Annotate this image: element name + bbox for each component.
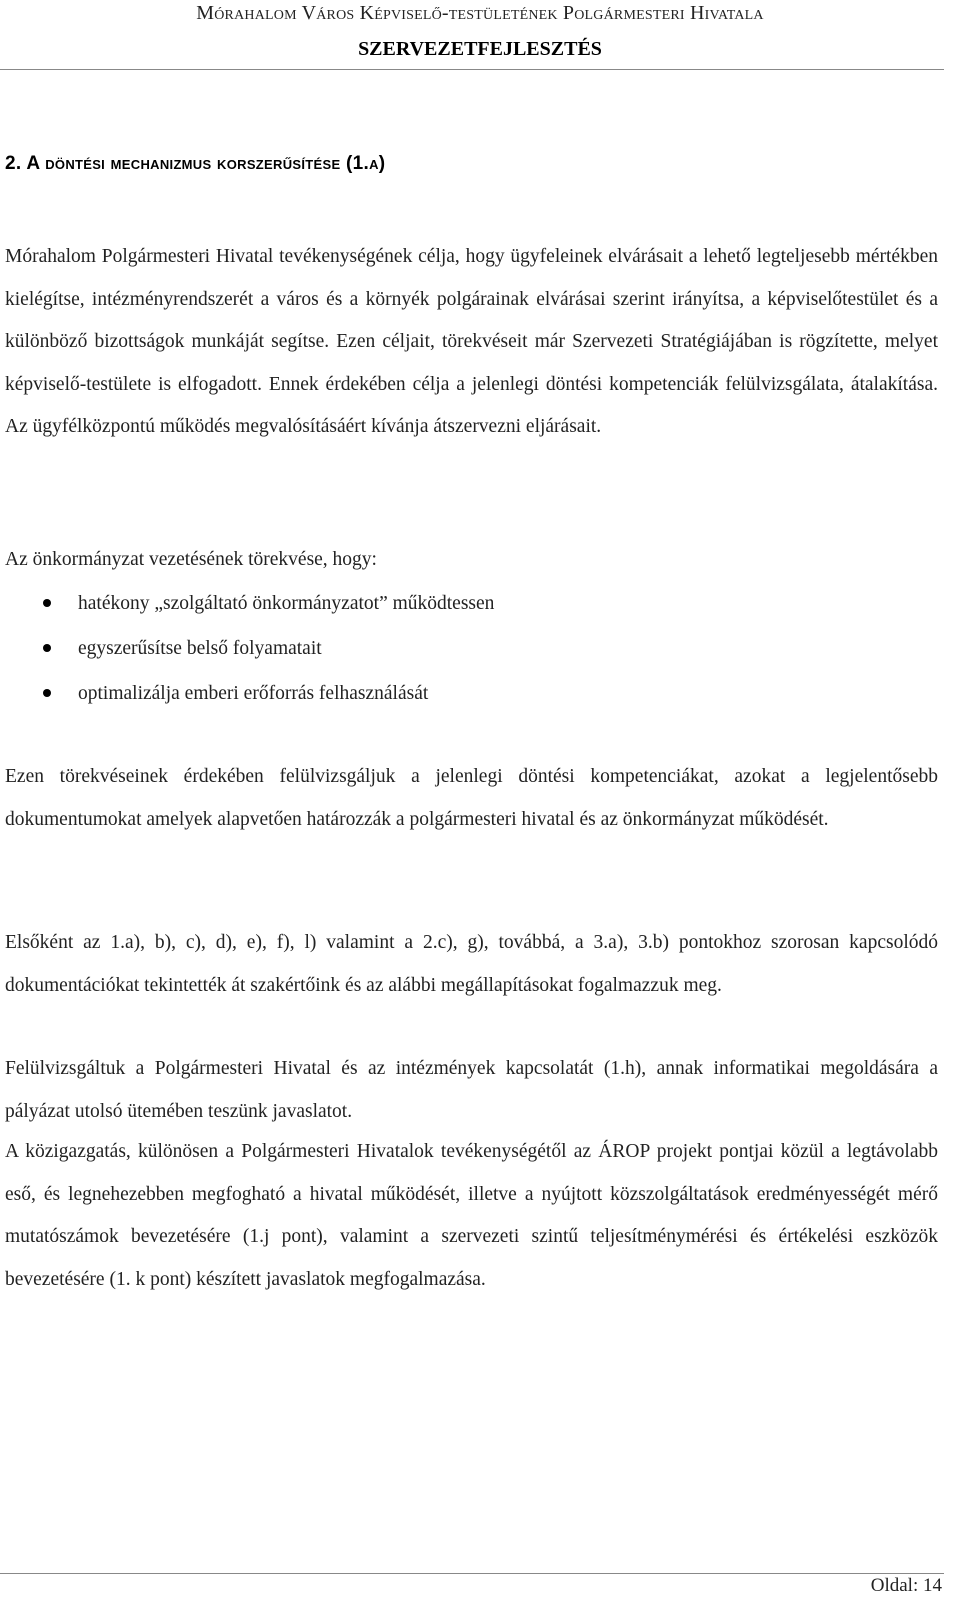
section-heading: 2. A döntési mechanizmus korszerűsítése (1.a) <box>5 153 386 174</box>
paragraph-intro: Mórahalom Polgármesteri Hivatal tevékenységének célja, hogy ügyfeleinek elvárásait a lehető legteljesebb mértékben kielégítse, intézményrendszerét a város és a környék polgárainak elvárásai szerint irányítsa, a képviselőtestület és a különböző bizottságok munkáját segítse. Ezen céljait, törekvéseit már Szervezeti Stratégiájában is rögzítette, melyet képviselő-testülete is elfogadott. Ennek érdekében célja a jelenlegi döntési kompetenciák felülvizsgálata, átalakítása. Az ügyfélközpontú működés megvalósításáért kívánja átszervezni eljárásait. <box>5 246 938 437</box>
list-item <box>5 581 494 626</box>
paragraph-indicators: A közigazgatás, különösen a Polgármesteri Hivatalok tevékenységétől az ÁROP projekt pontjai közül a legtávolabb eső, és legnehezebben megfogható a hivatal működését, illetve a nyújtott közszolgáltatások eredményességét mérő mutatószámok bevezetésére (1.j pont), valamint a szervezeti szintű teljesítménymérési és értékelési eszközök bevezetésére (1. k pont) készített javaslatok megfogalmazása. <box>5 1141 938 1290</box>
header-organization: Mórahalom Város Képviselő-testületének Polgármesteri Hivatala <box>196 2 764 24</box>
header-divider <box>0 69 944 70</box>
list-item-text: optimalizálja emberi erőforrás felhasználását <box>78 683 429 704</box>
page-number: Oldal: 14 <box>870 1575 942 1596</box>
bullet-icon <box>43 599 51 607</box>
paragraph-review: Ezen törekvéseinek érdekében felülvizsgáljuk a jelenlegi döntési kompetenciákat, azokat a legjelentősebb dokumentumokat amelyek alapvetően határozzák a polgármesteri hivatal és az önkormányzat működését. <box>5 766 938 830</box>
paragraph-documents: Elsőként az 1.a), b), c), d), e), f), l) valamint a 2.c), g), továbbá, a 3.a), 3.b) pontokhoz szorosan kapcsolódó dokumentációkat tekintették át szakértőink és az alábbi megállapításokat fogalmazzuk meg. <box>5 932 938 996</box>
paragraph-institutions: Felülvizsgáltuk a Polgármesteri Hivatal és az intézmények kapcsolatát (1.h), annak informatikai megoldására a pályázat utolsó ütemében teszünk javaslatot. <box>5 1058 938 1122</box>
goals-list <box>5 581 494 716</box>
paragraph-goals-lead: Az önkormányzat vezetésének törekvése, hogy: <box>5 549 377 570</box>
list-item <box>5 671 494 716</box>
bullet-icon <box>43 689 51 697</box>
header-title: SZERVEZETFEJLESZTÉS <box>358 38 602 60</box>
list-item <box>5 626 494 671</box>
list-item-text: egyszerűsítse belső folyamatait <box>78 638 322 659</box>
bullet-icon <box>43 644 51 652</box>
footer-divider <box>0 1573 944 1574</box>
list-item-text: hatékony „szolgáltató önkormányzatot” működtessen <box>78 593 495 614</box>
